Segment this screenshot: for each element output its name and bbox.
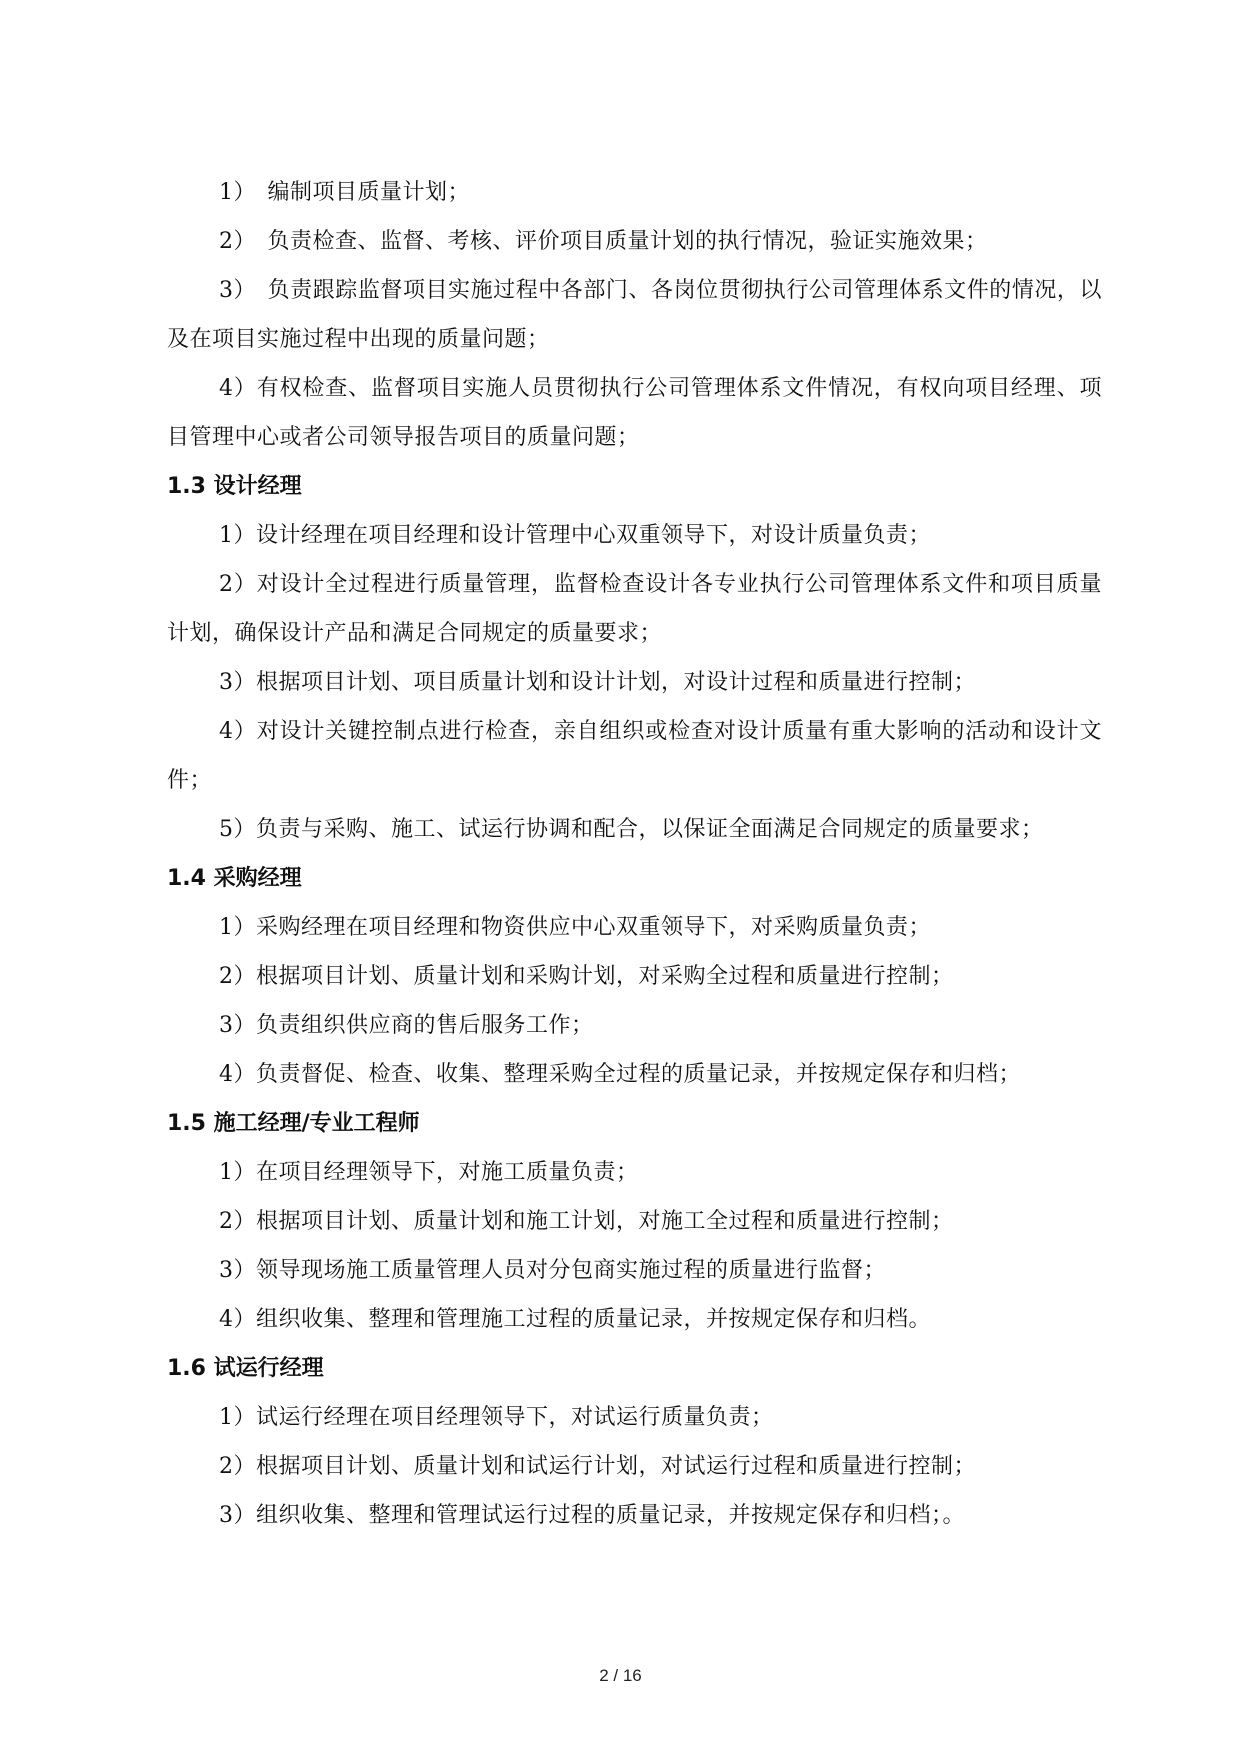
list-item: 4）对设计关键控制点进行检查，亲自组织或检查对设计质量有重大影响的活动和设计文件； <box>167 719 1102 793</box>
section-heading-procurement-manager: 1.4 采购经理 <box>167 866 302 891</box>
section-heading-design-manager: 1.3 设计经理 <box>167 474 302 499</box>
list-item: 2）根据项目计划、质量计划和试运行计划，对试运行过程和质量进行控制； <box>219 1454 976 1479</box>
list-item: 2）对设计全过程进行质量管理，监督检查设计各专业执行公司管理体系文件和项目质量计划，确保设计产品和满足合同规定的质量要求； <box>167 572 1102 646</box>
list-item: 1） 编制项目质量计划； <box>219 180 470 205</box>
list-item: 3）组织收集、整理和管理试运行过程的质量记录，并按规定保存和归档；。 <box>219 1503 965 1528</box>
list-item: 4）组织收集、整理和管理施工过程的质量记录，并按规定保存和归档。 <box>219 1307 931 1332</box>
list-item: 1）在项目经理领导下，对施工质量负责； <box>219 1160 639 1185</box>
list-item: 3）负责组织供应商的售后服务工作； <box>219 1013 594 1038</box>
list-item: 4）有权检查、监督项目实施人员贯彻执行公司管理体系文件情况，有权向项目经理、项目管理中心或者公司领导报告项目的质量问题； <box>167 376 1102 450</box>
list-item: 2）根据项目计划、质量计划和施工计划，对施工全过程和质量进行控制； <box>219 1209 954 1234</box>
list-item: 3）领导现场施工质量管理人员对分包商实施过程的质量进行监督； <box>219 1258 886 1283</box>
page-number: 2 / 16 <box>599 1666 642 1685</box>
list-item: 2） 负责检查、监督、考核、评价项目质量计划的执行情况，验证实施效果； <box>219 229 988 254</box>
list-item: 3） 负责跟踪监督项目实施过程中各部门、各岗位贯彻执行公司管理体系文件的情况，以及在项目实施过程中出现的质量问题； <box>167 278 1102 352</box>
page-content <box>167 168 1102 1540</box>
section-heading-commissioning-manager: 1.6 试运行经理 <box>167 1356 324 1381</box>
section-heading-construction-manager: 1.5 施工经理/专业工程师 <box>167 1111 420 1136</box>
list-item: 4）负责督促、检查、收集、整理采购全过程的质量记录，并按规定保存和归档； <box>219 1062 1021 1087</box>
list-item: 5）负责与采购、施工、试运行协调和配合，以保证全面满足合同规定的质量要求； <box>219 817 1044 842</box>
list-item: 1）采购经理在项目经理和物资供应中心双重领导下，对采购质量负责； <box>219 915 931 940</box>
list-item: 2）根据项目计划、质量计划和采购计划，对采购全过程和质量进行控制； <box>219 964 954 989</box>
list-item: 1）设计经理在项目经理和设计管理中心双重领导下，对设计质量负责； <box>219 523 931 548</box>
list-item: 1）试运行经理在项目经理领导下，对试运行质量负责； <box>219 1405 774 1430</box>
list-item: 3）根据项目计划、项目质量计划和设计计划，对设计过程和质量进行控制； <box>219 670 976 695</box>
